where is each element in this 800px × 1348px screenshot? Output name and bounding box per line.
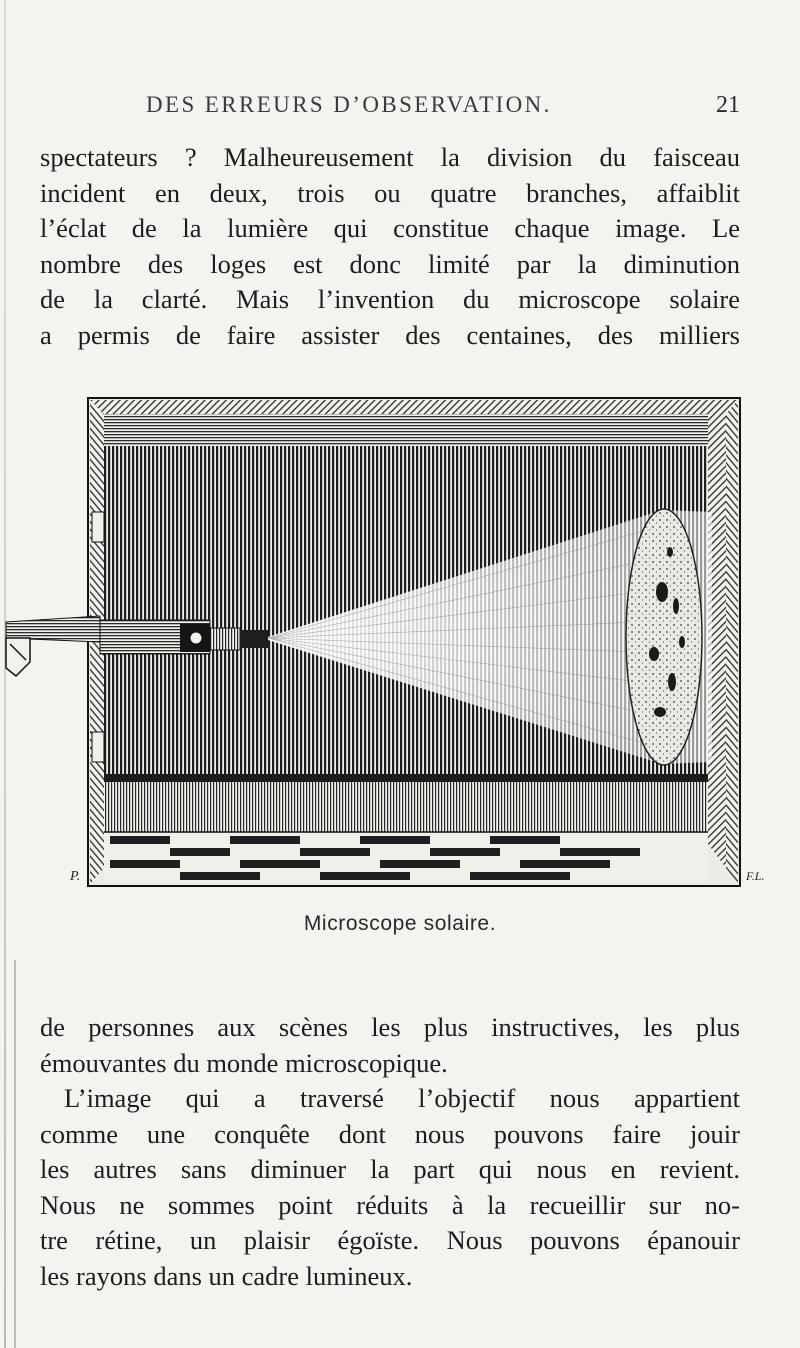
text-line: les autres sans diminuer la part qui nous en revient. (40, 1154, 740, 1184)
wall-bracket (92, 512, 104, 542)
text-line: L’image qui a traversé l’objectif nous appartient (64, 1083, 740, 1113)
text-line: a permis de faire assister des centaines, des milliers (40, 319, 740, 350)
lower-wall (104, 782, 708, 832)
engraving-illustration (0, 392, 800, 892)
paragraph-top (40, 140, 740, 353)
text-line: émouvantes du monde microscopique. (40, 1047, 448, 1078)
text-line: spectateurs ? Malheureusement la division du faisceau (40, 142, 740, 172)
figure-caption: Microscope solaire. (303, 912, 497, 935)
running-header (36, 92, 740, 128)
engraver-signature-right: F.L. (746, 869, 765, 883)
ceiling-band (90, 400, 738, 414)
page-number: 21 (716, 92, 740, 118)
paragraph-bottom (40, 1010, 740, 1294)
text-line: de personnes aux scènes les plus instructives, les plus (40, 1012, 740, 1042)
skirting (104, 774, 708, 782)
floor-tiles (104, 832, 708, 882)
text-line: tre rétine, un plaisir égoïste. Nous pouvons épanouir (40, 1225, 740, 1255)
text-line: comme une conquête dont nous pouvons faire jouir (40, 1118, 740, 1149)
running-title: DES ERREURS D’OBSERVATION. (146, 92, 552, 117)
ceiling-beams (104, 414, 708, 446)
engraver-signature-left: P. (70, 869, 81, 884)
page-gutter-shadow-lower (14, 960, 16, 1348)
text-line: les rayons dans un cadre lumineux. (40, 1260, 413, 1291)
text-line: l’éclat de la lumière qui constitue chaque image. Le (40, 213, 740, 243)
right-wall (726, 400, 738, 884)
projected-image (626, 509, 702, 765)
text-line: de la clarté. Mais l’invention du microscope solaire (40, 284, 740, 314)
text-line: Nous ne sommes point réduits à la recueillir sur no- (40, 1189, 740, 1220)
text-line: nombre des loges est donc limité par la diminution (40, 248, 740, 279)
wall-bracket (92, 732, 104, 762)
text-line: incident en deux, trois ou quatre branches, affaiblit (40, 177, 740, 208)
figure-solar-microscope (0, 392, 800, 892)
